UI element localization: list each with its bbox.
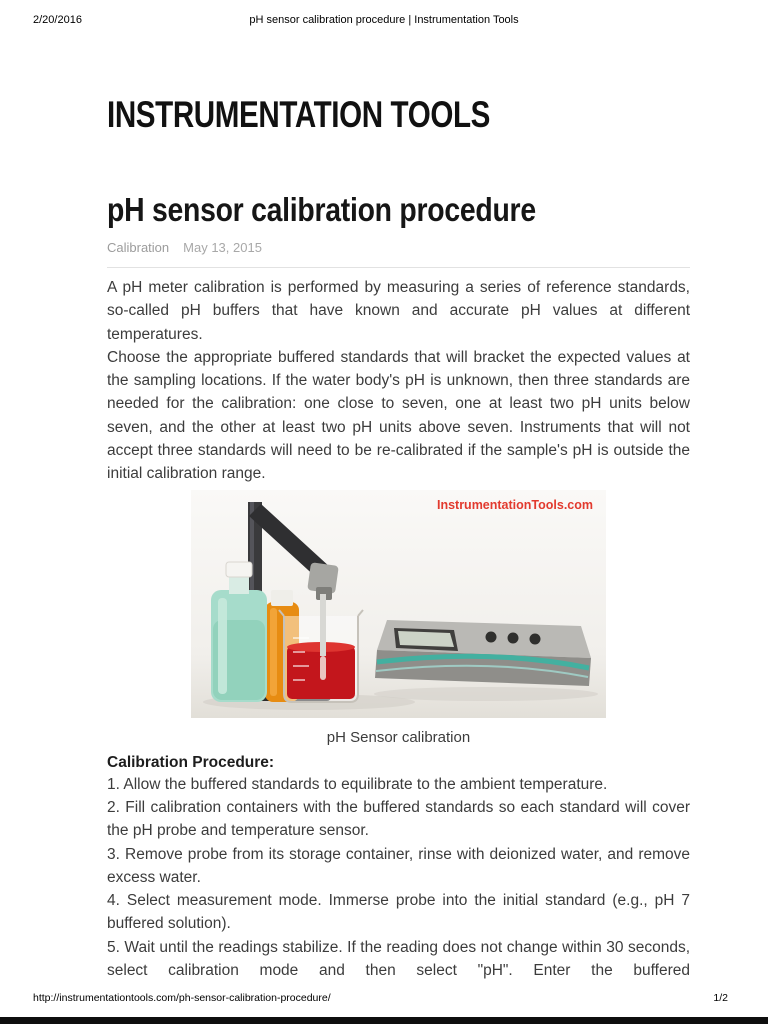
procedure-step: 5. Wait until the readings stabilize. If the reading does not change within 30 seconds, select calibration mode and then select "pH". Enter the buffered	[107, 938, 690, 980]
figure-caption: pH Sensor calibration	[326, 728, 471, 746]
print-footer-page: 1/2	[713, 992, 728, 1004]
ph-meter-photo	[191, 490, 606, 718]
print-footer	[33, 992, 728, 1004]
article-meta	[107, 240, 690, 256]
procedure-step: 4. Select measurement mode. Immerse probe into the initial standard (e.g., pH 7 buffered solution).	[107, 892, 690, 933]
site-logo-text: INSTRUMENTATION TOOLS	[107, 94, 490, 135]
procedure-step: 2. Fill calibration containers with the buffered standards so each standard will cover the pH probe and temperature sensor.	[107, 798, 690, 840]
article-date: May 13, 2015	[183, 240, 262, 255]
category-link: Calibration	[107, 240, 170, 255]
window-edge-bar	[0, 1017, 768, 1024]
divider	[107, 267, 690, 268]
procedure-step: 3. Remove probe from its storage container, rinse with deionized water, and remove excess water.	[107, 845, 690, 886]
article-paragraph: A pH meter calibration is performed by measuring a series of reference standards, so-called pH buffers that have known and accurate pH values at different temperatures.	[107, 279, 690, 343]
print-footer-url: http://instrumentationtools.com/ph-sensor-calibration-procedure/	[33, 992, 331, 1004]
ph-meter	[375, 620, 591, 686]
ph-probe	[320, 594, 326, 680]
print-header-title: pH sensor calibration procedure | Instrumentation Tools	[249, 14, 519, 26]
ph-meter-figure	[191, 490, 606, 718]
print-header-date: 2/20/2016	[33, 14, 82, 26]
article-paragraph: Choose the appropriate buffered standards that will bracket the expected values at the sampling locations. If the water body's pH is unknown, then three standards are needed for the calibration: one close to seven, one at least two pH units below seven, and the other at least two pH units above seven. Instruments that will not accept three standards will need to be re-calibrated if the sample's pH is outside the initial calibration range.	[107, 348, 690, 483]
procedure-heading: Calibration Procedure:	[107, 753, 275, 771]
article-title: pH sensor calibration procedure	[107, 191, 536, 228]
article-page	[107, 0, 690, 982]
figure-watermark: InstrumentationTools.com	[436, 497, 593, 512]
procedure-step: 1. Allow the buffered standards to equilibrate to the ambient temperature.	[107, 775, 608, 793]
